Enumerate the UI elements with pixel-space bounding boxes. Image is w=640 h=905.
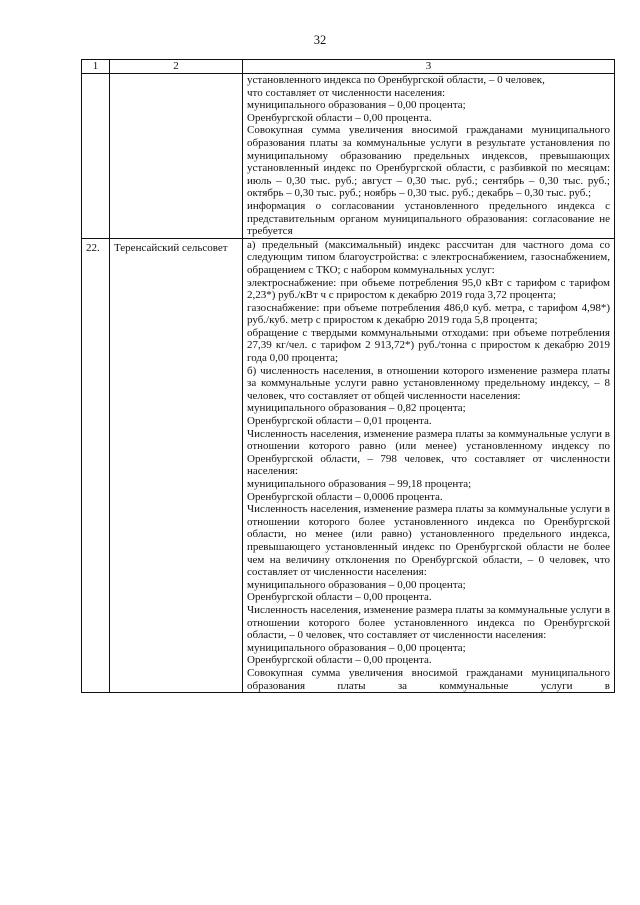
row-paragraph: муниципального образования – 99,18 процента; xyxy=(247,478,472,490)
continuation-paragraph: Совокупная сумма увеличения вносимой гражданами муниципального образования платы за коммунальные услуги в результате установления по муниципальному образованию предельных индексов, превышающих установленный индекс по Оренбургской области, с разбивкой по месяцам: июль – 0,30 тыс. руб.; август – 0,30 тыс. руб.; сентябрь – 0,30 тыс. руб.; октябрь – 0,30 тыс. руб.; ноябрь – 0,30 тыс. руб.; декабрь – 0,30 тыс. руб.; xyxy=(247,124,610,200)
page-number: 32 xyxy=(313,33,327,47)
row-paragraph: Оренбургской области – 0,00 процента. xyxy=(247,591,432,604)
continuation-line: муниципального образования – 0,00 процента; xyxy=(247,99,466,112)
row-number-empty xyxy=(82,74,110,239)
tariff-index-table xyxy=(81,59,615,693)
row-name-empty xyxy=(110,74,243,239)
row-paragraph: Совокупная сумма увеличения вносимой гражданами муниципального образования платы за коммунальные услуги в xyxy=(247,666,610,692)
row-number: 22. xyxy=(82,238,110,692)
header-col-3: 3 xyxy=(243,60,615,74)
row-paragraph: газоснабжение: при объеме потребления 486,0 куб. метра, с тарифом 4,98*) руб./куб. метр с приростом к декабрю 2019 года 5,8 процента; xyxy=(247,301,610,327)
row-paragraph: б) численность населения, в отношении которого изменение размера платы за коммунальные услуги равно установленному предельному индексу, – 8 человек, что составляет от общей численности населения: xyxy=(247,364,610,402)
continuation-paragraph: информация о согласовании установленного предельного индекса с представительным органом муниципального образования: согласование не требуется xyxy=(247,199,610,238)
table-header-row xyxy=(82,60,615,74)
row-paragraph: Численность населения, изменение размера платы за коммунальные услуги в отношении которого более установленного индекса по Оренбургской области, – 0 человек, что составляет от численности населения: xyxy=(247,603,610,642)
row-paragraph: а) предельный (максимальный) индекс рассчитан для частного дома со следующим типом благоустройства: с электроснабжением, газоснабжением, обращением с ТКО; с набором коммунальных услуг: xyxy=(247,238,610,276)
header-col-1: 1 xyxy=(82,60,110,74)
table-row-continued xyxy=(82,74,615,239)
row-text-cell xyxy=(243,238,615,692)
row-paragraph: Численность населения, изменение размера платы за коммунальные услуги в отношении которого равно (или менее) установленному индексу по Оренбургской области, – 798 человек, что составляет от численности населения: xyxy=(247,427,610,478)
row-paragraph: муниципального образования – 0,00 процента; xyxy=(247,641,466,654)
continuation-line: Оренбургской области – 0,00 процента. xyxy=(247,111,432,124)
row-paragraph: Оренбургской области – 0,00 процента. xyxy=(247,654,432,667)
continuation-text-cell xyxy=(243,74,615,239)
continuation-line: установленного индекса по Оренбургской области, – 0 человек, xyxy=(247,74,545,86)
row-paragraph: Оренбургской области – 0,0006 процента. xyxy=(247,490,443,503)
row-paragraph: Оренбургской области – 0,01 процента. xyxy=(247,415,432,428)
municipality-name: Теренсайский сельсовет xyxy=(110,238,243,692)
header-col-2: 2 xyxy=(110,60,243,74)
continuation-line: что составляет от численности населения: xyxy=(247,86,446,99)
row-paragraph: муниципального образования – 0,82 процента; xyxy=(247,402,466,415)
row-paragraph: обращение с твердыми коммунальными отходами: при объеме потребления 27,39 кг/чел. с тарифом 2 913,72*) руб./тонна с приростом к декабрю 2019 года 0,00 процента; xyxy=(247,326,610,365)
row-paragraph: электроснабжение: при объеме потребления 95,0 кВт с тарифом с тарифом 2,23*) руб./кВт ч с приростом к декабрю 2019 года 3,72 процента; xyxy=(247,276,610,302)
table-row-22 xyxy=(82,238,615,692)
row-paragraph: Численность населения, изменение размера платы за коммунальные услуги в отношении которого более установленного индекса по Оренбургской области, но менее (или равно) установленного предельного индекса, превышающего установленный индекс по Оренбургской области не более чем на величину отклонения по Оренбургской области, – 0 человек, что составляет от численности населения: xyxy=(247,503,610,579)
row-paragraph: муниципального образования – 0,00 процента; xyxy=(247,578,466,591)
